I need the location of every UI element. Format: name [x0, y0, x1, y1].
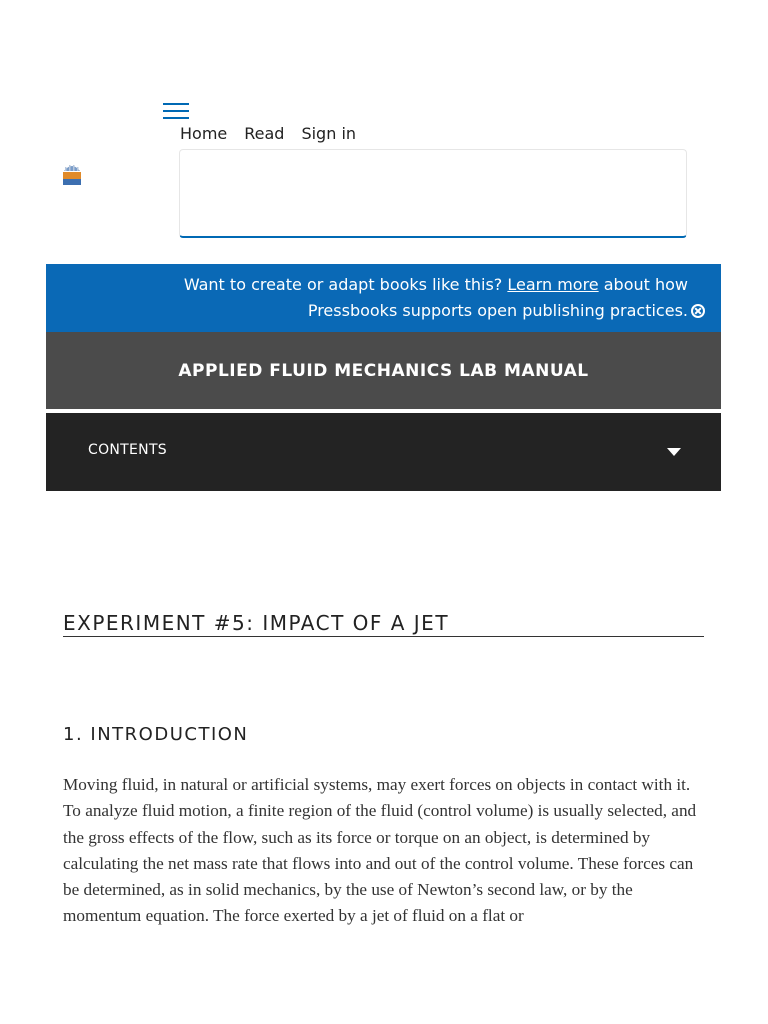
press-logo-icon[interactable] [62, 161, 82, 187]
contents-label: CONTENTS [88, 442, 167, 458]
search-box[interactable] [179, 149, 687, 238]
hamburger-icon[interactable] [163, 103, 189, 119]
pressbooks-banner [46, 264, 721, 332]
contents-toggle[interactable] [46, 413, 721, 491]
nav-home-link[interactable]: Home [180, 124, 228, 143]
banner-message [128, 272, 688, 324]
banner-text-before: Want to create or adapt books like this? [183, 275, 508, 294]
section-heading: 1. INTRODUCTION [63, 724, 249, 745]
banner-text-after: about how Pressbooks supports open publishing practices. [307, 275, 688, 320]
book-title-bar [46, 332, 721, 409]
close-circle-icon[interactable] [691, 304, 705, 318]
caret-down-icon [667, 448, 681, 456]
top-nav [180, 124, 356, 143]
learn-more-link[interactable]: Learn more [507, 275, 599, 294]
nav-read-link[interactable]: Read [244, 124, 285, 143]
body-paragraph: Moving fluid, in natural or artificial systems, may exert forces on objects in contact with it. To analyze fluid motion, a finite region of the fluid (control volume) is usually selected, and the gross effects of the flow, such as its force or torque on an object, is determined by calculating the net mass rate that flows into and out of the control volume. These forces can be determined, as in solid mechanics, by the use of Newton’s second law, or by the momentum equation. The force exerted by a jet of fluid on a flat or [63, 775, 697, 926]
nav-sign-in-link[interactable]: Sign in [301, 124, 357, 143]
chapter-title: EXPERIMENT #5: IMPACT OF A JET [63, 611, 704, 637]
book-title-link[interactable]: APPLIED FLUID MECHANICS LAB MANUAL [178, 360, 589, 381]
